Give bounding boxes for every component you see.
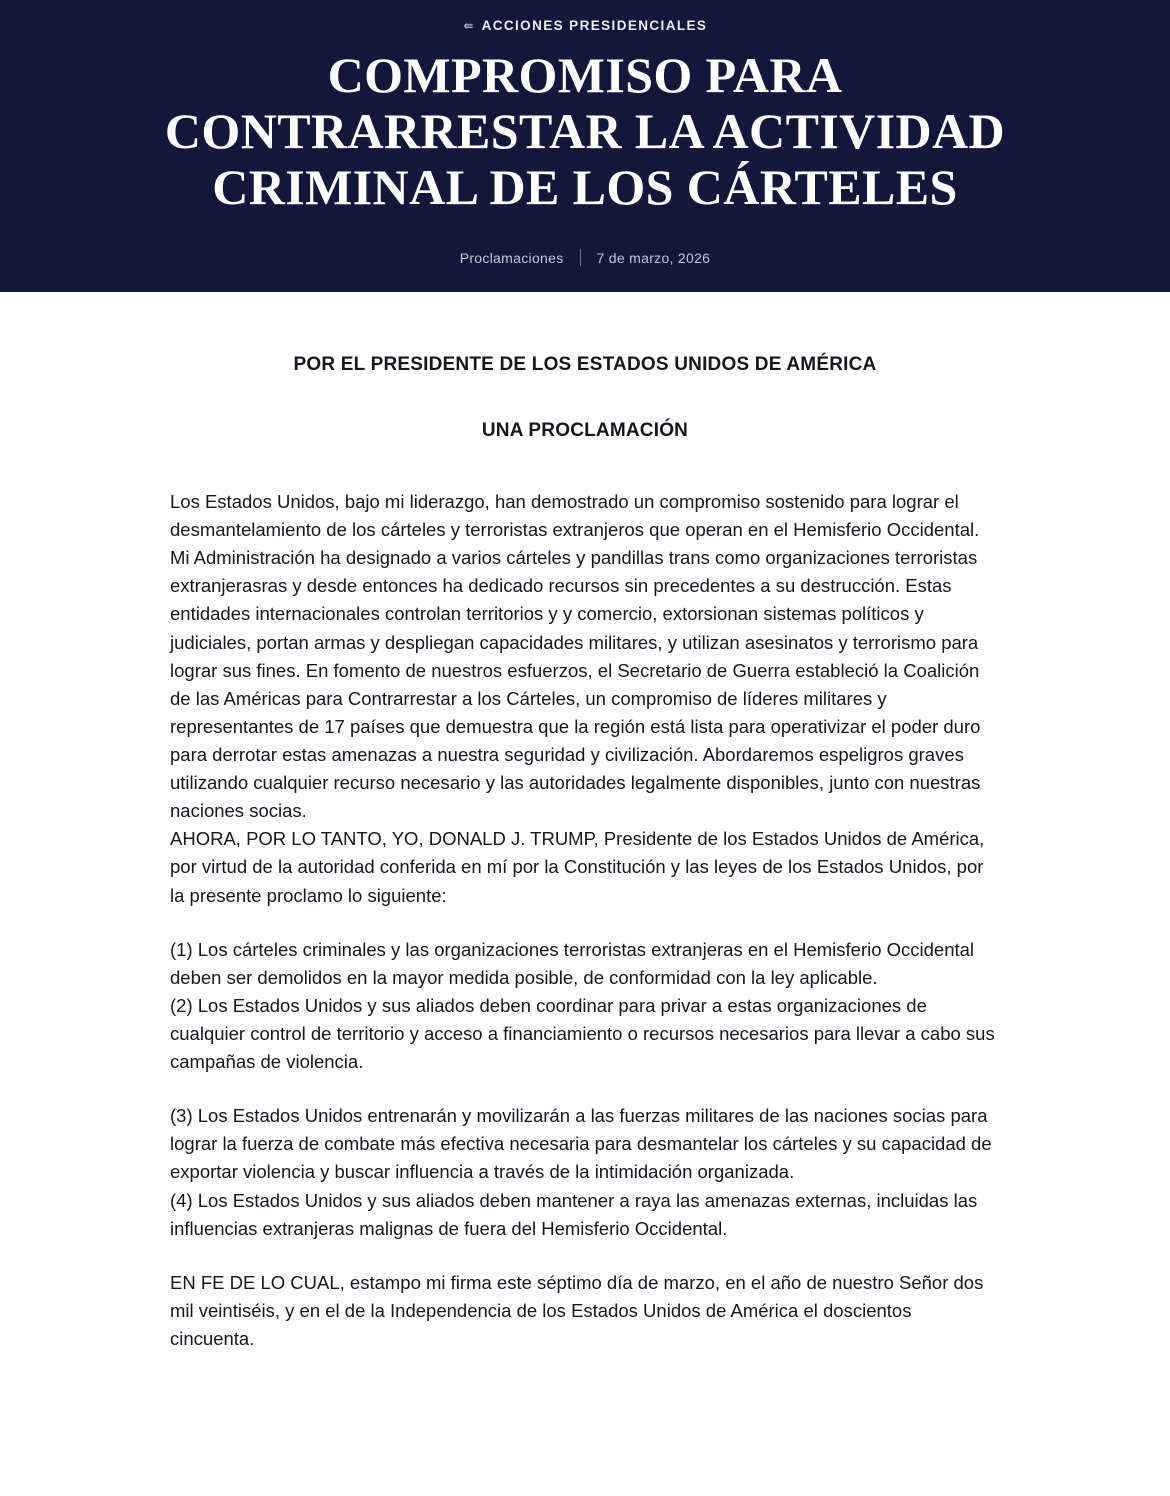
paragraph: (4) Los Estados Unidos y sus aliados deben mantener a raya las amenazas externas, incluidas las influencias extranjeras malignas de fuera del Hemisferio Occidental. <box>170 1189 978 1239</box>
breadcrumb-label[interactable]: ACCIONES PRESIDENCIALES <box>481 18 708 33</box>
document-subheading: UNA PROCLAMACIÓN <box>481 420 689 441</box>
paragraph: AHORA, POR LO TANTO, YO, DONALD J. TRUMP, Presidente de los Estados Unidos de América, por virtud de la autoridad conferida en mí por la Constitución y las leyes de los Estados Unidos, por la presente proclamo lo siguiente: <box>170 828 985 906</box>
breadcrumb[interactable] <box>0 18 1170 33</box>
paragraph: (3) Los Estados Unidos entrenarán y movilizarán a las fuerzas militares de las naciones socias para lograr la fuerza de combate más efectiva necesaria para desmantelar los cárteles y su capacidad de exportar violencia y buscar influencia a través de la intimidación organizada. <box>170 1105 992 1183</box>
document-heading: POR EL PRESIDENTE DE LOS ESTADOS UNIDOS DE AMÉRICA <box>293 354 877 375</box>
paragraph: EN FE DE LO CUAL, estampo mi firma este séptimo día de marzo, en el año de nuestro Señor dos mil veintiséis, y en el de la Independencia de los Estados Unidos de América el doscientos cincuenta. <box>170 1271 984 1349</box>
category-label: Proclamaciones <box>459 249 564 266</box>
page-header <box>0 0 1170 292</box>
paragraph: Los Estados Unidos, bajo mi liderazgo, han demostrado un compromiso sostenido para lograr el desmantelamiento de los cárteles y terroristas extranjeros que operan en el Hemisferio Occidental. Mi Administración ha designado a varios cárteles y pandillas trans como organizaciones terroristas extranjerasras y desde entonces ha dedicado recursos sin precedentes a su destrucción. Estas entidades internacionales controlan territorios y y comercio, extorsionan sistemas políticos y judiciales, portan armas y despliegan capacidades militares, y utilizan asesinatos y terrorismo para lograr sus fines. En fomento de nuestros esfuerzos, el Secretario de Guerra estableció la Coalición de las Américas para Contrarrestar a los Cárteles, un compromiso de líderes militares y representantes de 17 países que demuestra que la región está lista para operativizar el poder duro para derrotar estas amenazas a nuestra seguridad y civilización. Abordaremos espeligros graves utilizando cualquier recurso necesario y las autoridades legalmente disponibles, junto con nuestras naciones socias. <box>170 491 981 822</box>
header-meta <box>0 249 1170 266</box>
document-paragraphs <box>170 488 1000 1353</box>
date-label: 7 de marzo, 2026 <box>596 249 711 266</box>
back-arrow-icon[interactable]: ⇚ <box>463 18 474 33</box>
paragraph: (1) Los cárteles criminales y las organizaciones terroristas extranjeras en el Hemisferio Occidental deben ser demolidos en la mayor medida posible, de conformidad con la ley aplicable. <box>170 938 975 988</box>
page-title: COMPROMISO PARA CONTRARRESTAR LA ACTIVIDAD CRIMINAL DE LOS CÁRTELES <box>164 47 1006 215</box>
paragraph: (2) Los Estados Unidos y sus aliados deben coordinar para privar a estas organizaciones de cualquier control de territorio y acceso a financiamiento o recursos necesarios para llevar a cabo sus campañas de violencia. <box>170 994 995 1073</box>
meta-divider <box>580 249 581 266</box>
document-body <box>170 292 1000 1393</box>
